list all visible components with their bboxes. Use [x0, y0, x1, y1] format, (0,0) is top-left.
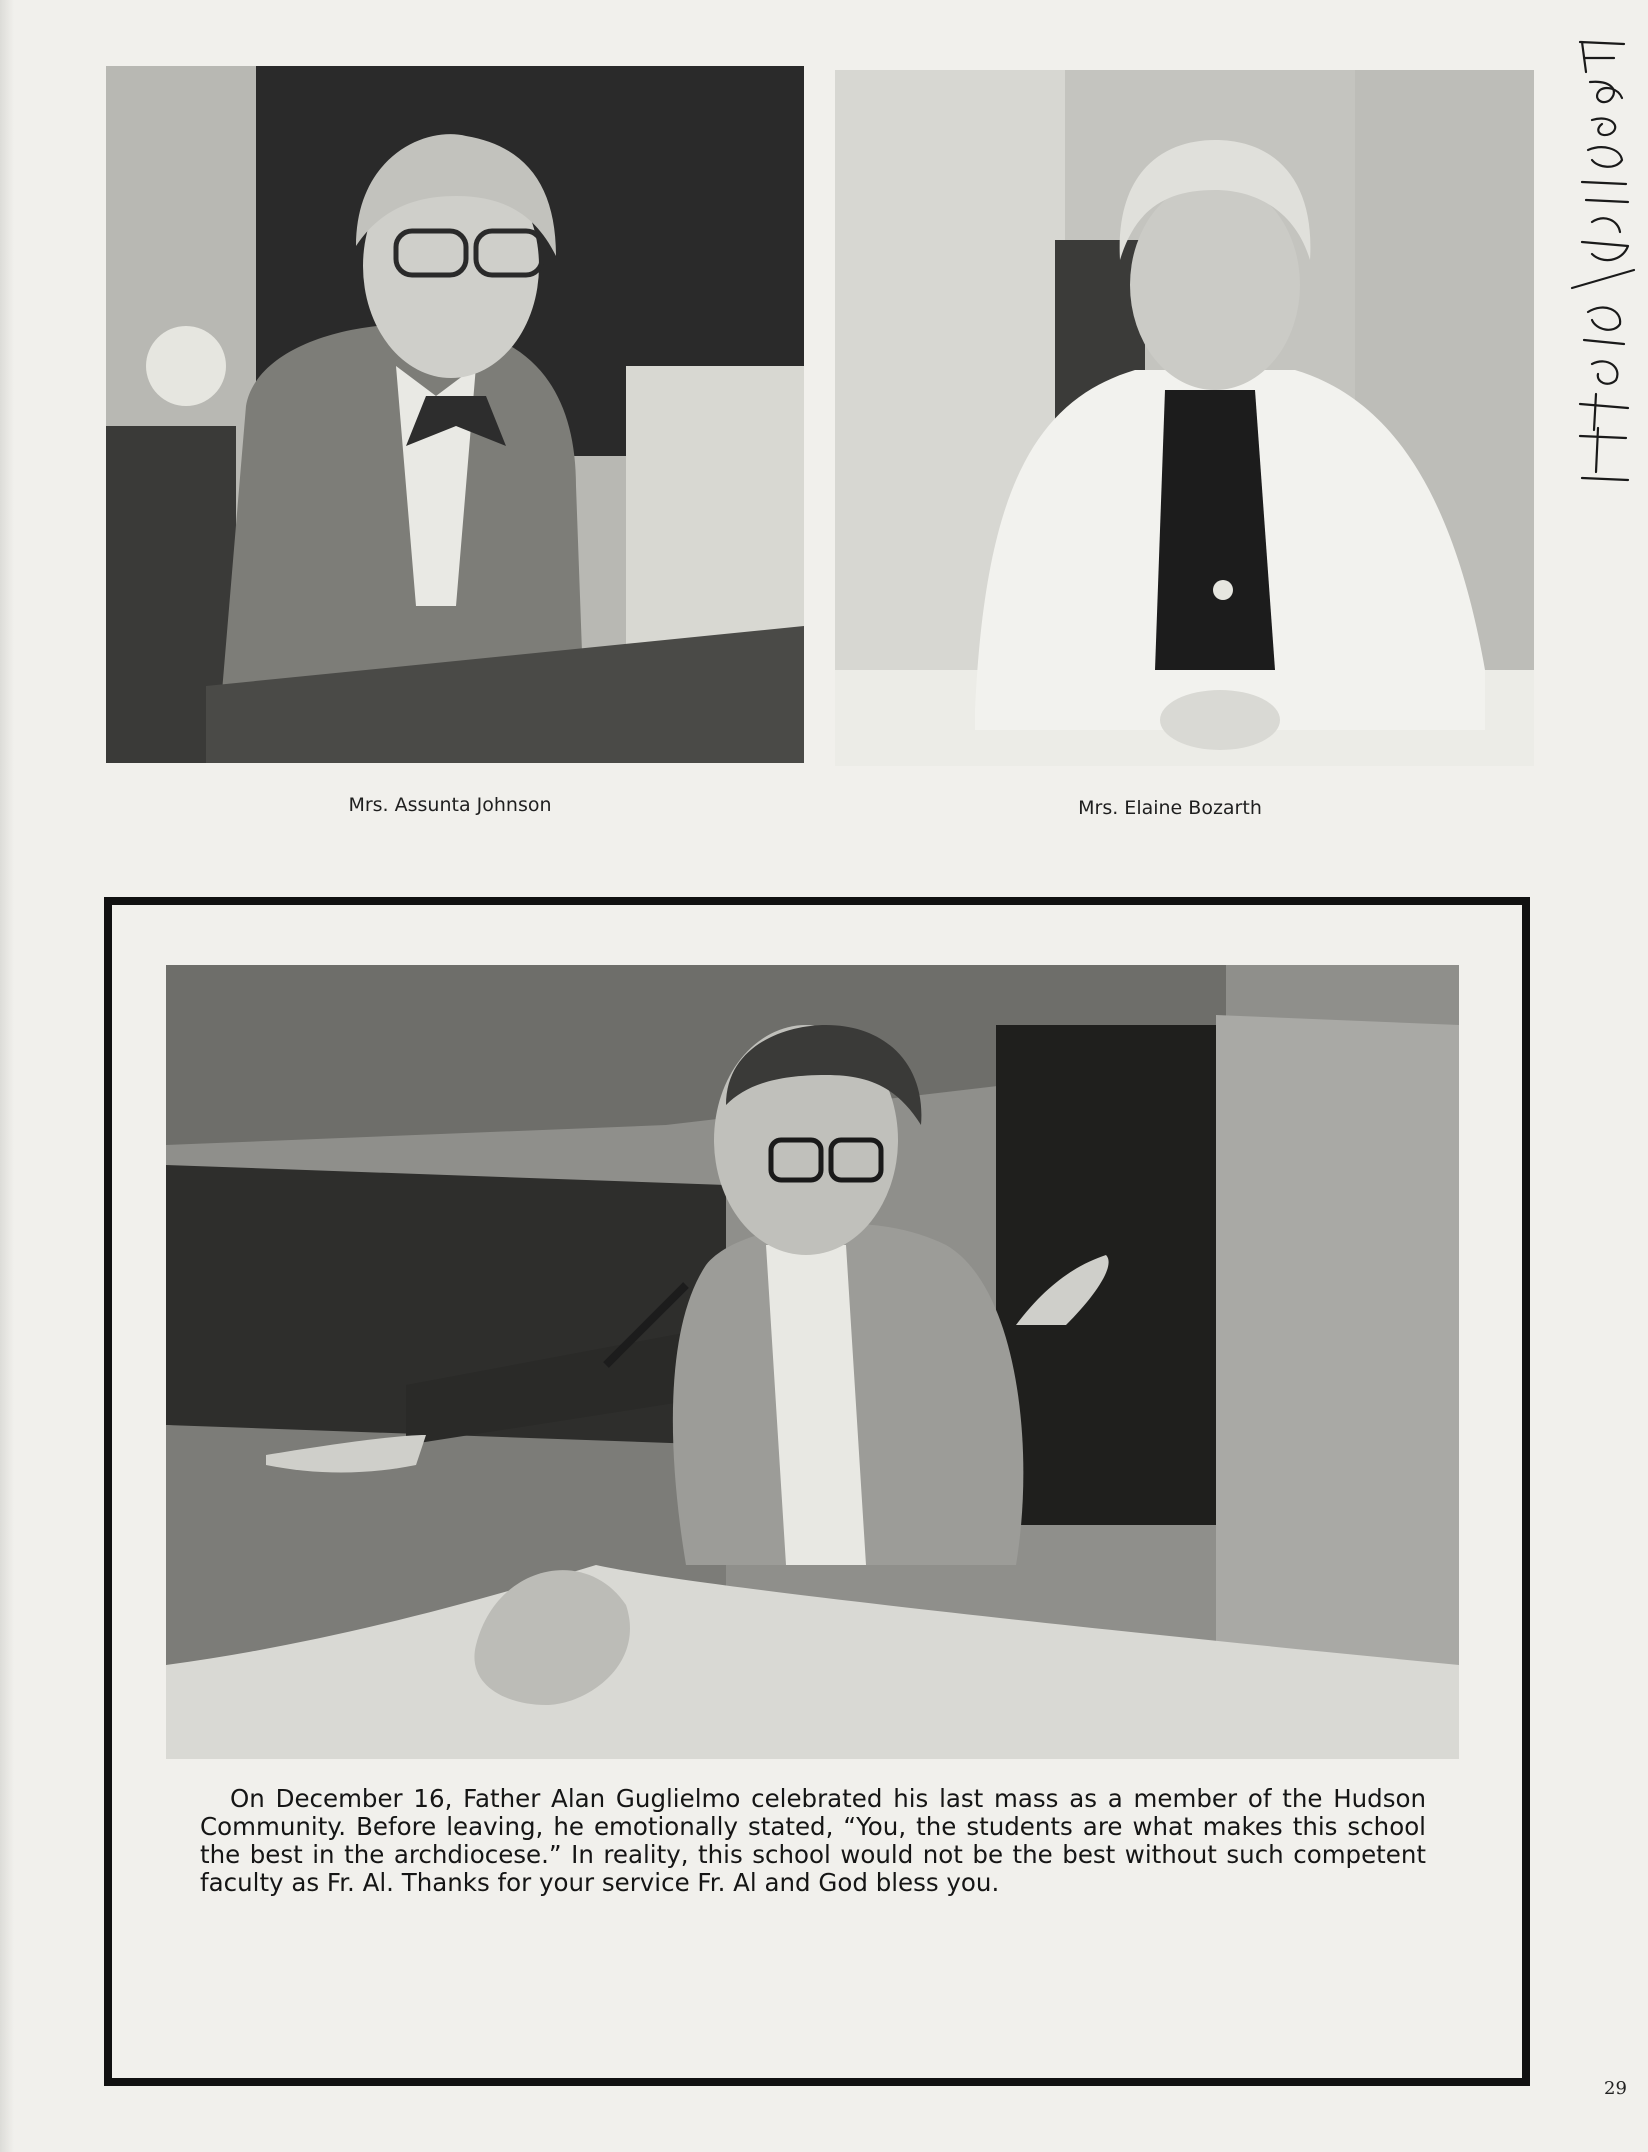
photo-father-alan-guglielmo [166, 965, 1459, 1759]
photo-assunta-johnson [106, 66, 804, 763]
photo-elaine-bozarth [835, 70, 1534, 766]
page-binding-edge [0, 0, 14, 2152]
section-heading-signature [1562, 32, 1642, 502]
photo-caption-johnson: Mrs. Assunta Johnson [348, 794, 552, 816]
photo-caption-bozarth: Mrs. Elaine Bozarth [1078, 797, 1262, 819]
page-number: 29 [1604, 2078, 1627, 2099]
feature-story-text: On December 16, Father Alan Guglielmo celebrated his last mass as a member of the Hudson Community. Before leaving, he emotionally stated, “You, the students are what makes this school the best in the archdiocese.” In reality, this school would not be the best without such competent faculty as Fr. Al. Thanks for your service Fr. Al and God bless you. [200, 1784, 1426, 1897]
section-heading [1562, 32, 1642, 502]
